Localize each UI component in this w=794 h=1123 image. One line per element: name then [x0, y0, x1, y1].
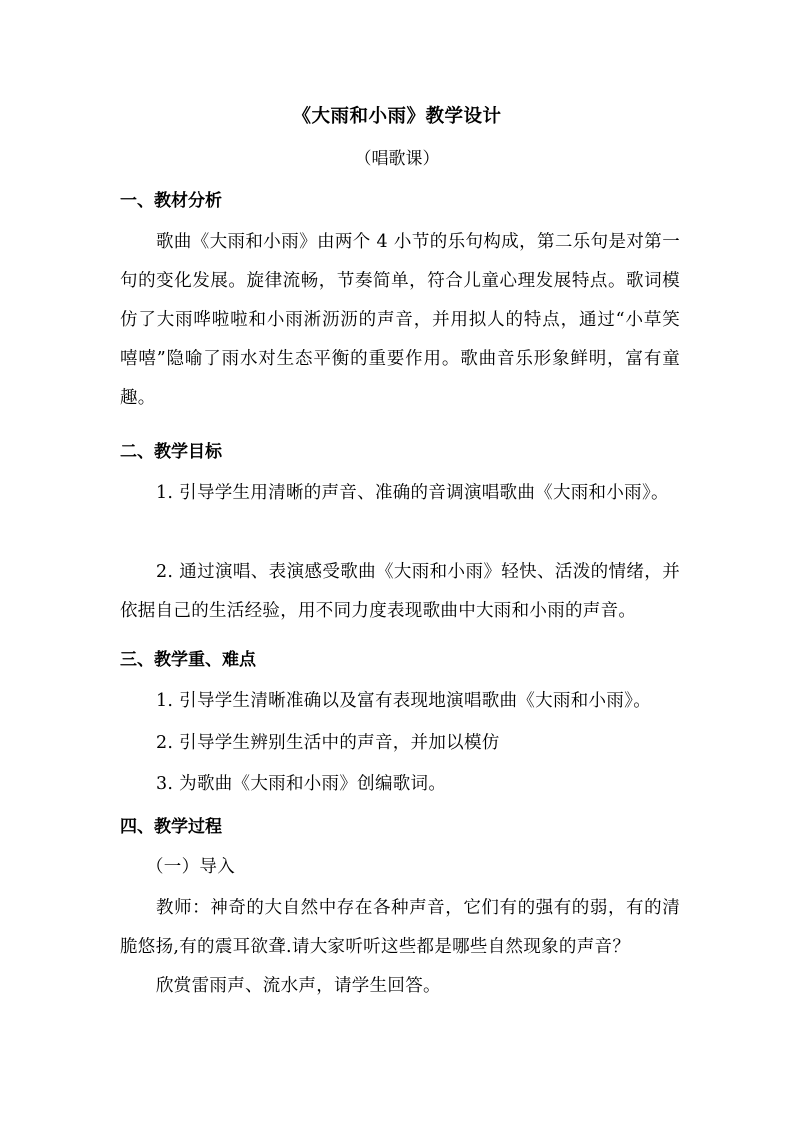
process-paragraph-2: 欣赏雷雨声、流水声，请学生回答。: [156, 976, 441, 996]
section-heading-teaching-goals: 二、教学目标: [120, 442, 222, 462]
key-point-item-1: 1. 引导学生清晰准确以及富有表现地演唱歌曲《大雨和小雨》。: [156, 691, 652, 711]
subheading-introduction: （一）导入: [146, 857, 235, 877]
section-paragraph-textbook-analysis: 歌曲《大雨和小雨》由两个 4 小节的乐句构成，第二乐句是对第一句的变化发展。旋律流畅，节奏简单，符合儿童心理发展特点。歌词模仿了大雨哗啦啦和小雨淅沥沥的声音，并用拟人的特点，通过“小草笑嘻嘻”隐喻了雨水对生态平衡的重要作用。歌曲音乐形象鲜明，富有童趣。: [120, 232, 680, 408]
section-heading-key-points: 三、教学重、难点: [120, 650, 256, 670]
goal-item-1: 1. 引导学生用清晰的声音、准确的音调演唱歌曲《大雨和小雨》。: [156, 483, 669, 503]
key-point-item-2: 2. 引导学生辨别生活中的声音，并加以模仿: [156, 733, 500, 753]
section-heading-textbook-analysis: 一、教材分析: [120, 191, 222, 211]
section-heading-teaching-process: 四、教学过程: [120, 817, 222, 837]
goal-item-2: 2. 通过演唱、表演感受歌曲《大雨和小雨》轻快、活泼的情绪，并依据自己的生活经验，用不同力度表现歌曲中大雨和小雨的声音。: [120, 562, 680, 621]
document-title: 《大雨和小雨》教学设计: [292, 106, 502, 127]
process-paragraph-1: 教师：神奇的大自然中存在各种声音，它们有的强有的弱，有的清脆悠扬,有的震耳欲聋.请大家听听这些都是哪些自然现象的声音？: [120, 898, 680, 957]
key-point-item-3: 3. 为歌曲《大雨和小雨》创编歌词。: [156, 774, 447, 794]
document-subtitle: （唱歌课）: [354, 149, 440, 169]
